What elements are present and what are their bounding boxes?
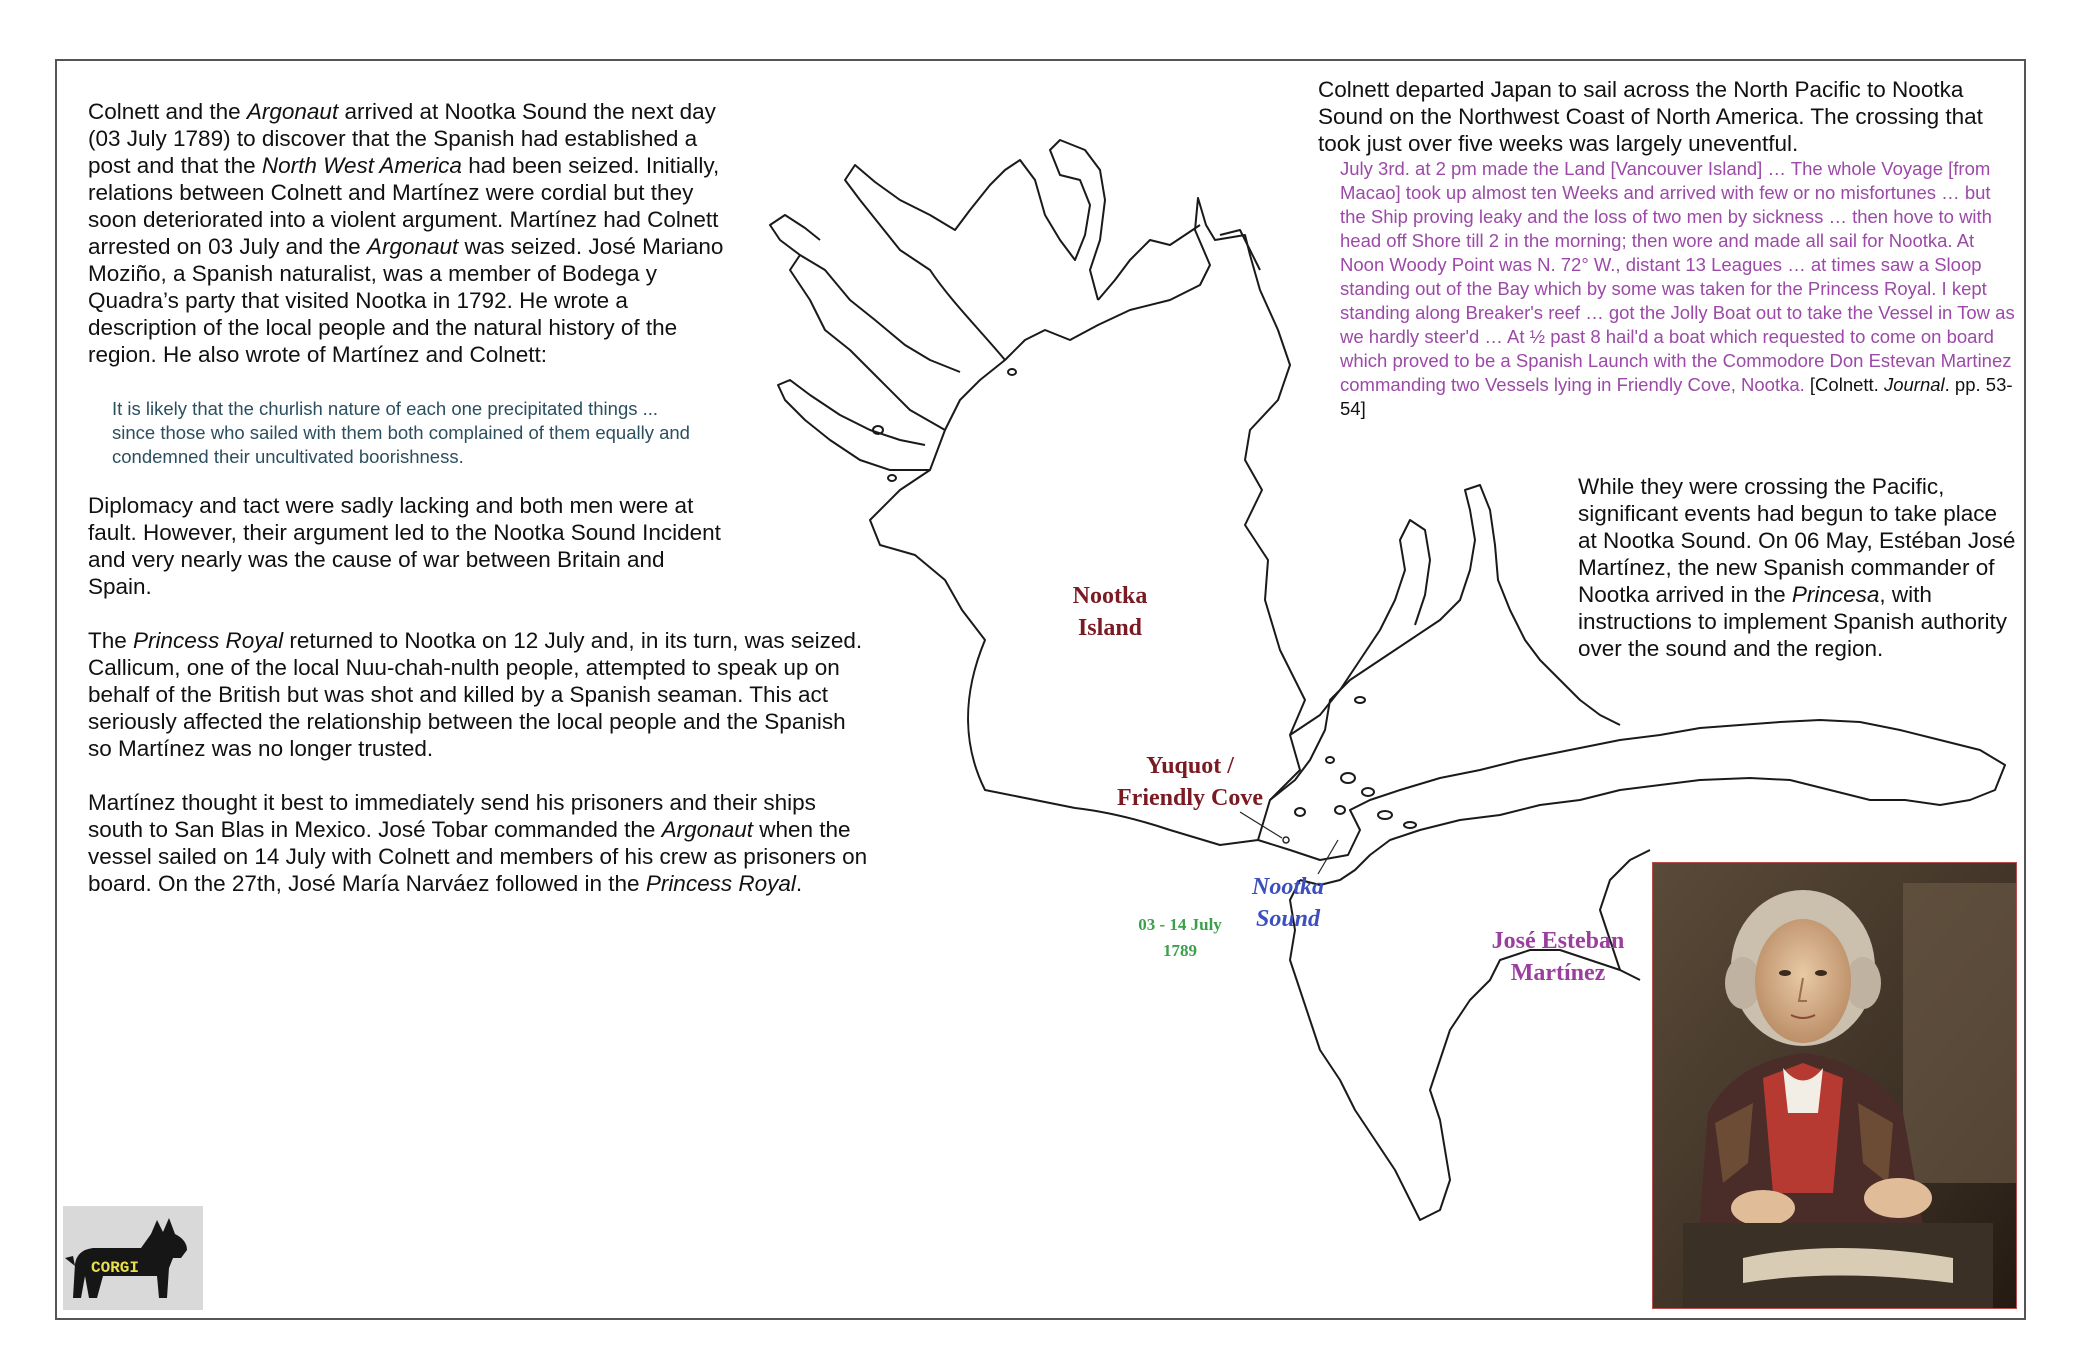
ship-name: Argonaut: [246, 99, 339, 124]
island: [1404, 822, 1416, 828]
island: [1008, 369, 1016, 375]
label-line: Friendly Cove: [1117, 785, 1263, 811]
ship-name: North West America: [261, 153, 462, 178]
island: [1341, 773, 1355, 783]
text-run: While they were crossing the Pacific, significant events had begun to take place at Nootka Sound. On 06 May, Estéban José Martínez, the new Spanish commander of Nootka arrived in the: [1578, 474, 2016, 607]
journal-quote-text: July 3rd. at 2 pm made the Land [Vancouver Island] … The whole Voyage [from Macao] took up almost ten Weeks and arrived with few or no misfortunes … but the Ship proving leaky and the loss of two men by sickness … then hove to with head off Shore till 2 in the morning; then wore and made all sail for Nootka. At Noon Woody Point was N. 72° W., distant 13 Leagues … at times saw a Sloop standing out of the Bay which by some was taken for the Princess Royal. I kept standing along Breaker's reef … got the Jolly Boat out to take the Vessel in Tow as we hardly steer'd … At ½ past 8 hail'd a boat which requested to come on board which proved to be a Spanish Launch with the Commodore Don Estevan Martinez commanding two Vessels lying in Friendly Cove, Nootka.: [1340, 158, 2015, 395]
ship-name: Princesa: [1791, 582, 1880, 607]
coastline-far-northwest: [770, 215, 820, 255]
text-run: Martínez thought it best to immediately send his prisoners and their ships south to San Blas in Mexico. José Tobar commanded the: [88, 790, 816, 842]
label-line: Sound: [1255, 906, 1321, 932]
label-line: Nootka: [1072, 583, 1148, 609]
island: [888, 475, 896, 481]
text-run: arrived at Nootka Sound the next day (03 July 1789) to discover that the Spanish had established a post and that the: [88, 99, 716, 178]
label-line: Island: [1077, 615, 1143, 641]
label-portrait-name: [1478, 925, 1638, 989]
label-line: Martínez: [1510, 960, 1606, 986]
label-yuquot-friendly-cove: [1100, 750, 1280, 814]
text-run: returned to Nootka on 12 July and, in its turn, was seized. Callicum, one of the local Nuu-chah-nulth people, attempted to speak up on behalf of the British but was shot and killed by a Spanish seaman. This act seriously affected the relationship between the local people and the Spanish so Martínez was no longer trusted.: [88, 628, 863, 761]
island: [1326, 757, 1334, 763]
coastline-nootka-island: [870, 198, 1305, 845]
right-intro: Colnett departed Japan to sail across the North Pacific to Nootka Sound on the Northwest Coast of North America. The crossing that took just over five weeks was largely uneventful.: [1318, 77, 1983, 156]
label-line: Yuquot /: [1146, 753, 1234, 779]
text-run: .: [795, 871, 803, 896]
friendly-cove-marker: [1283, 837, 1289, 843]
text-run: had been seized. Initially, relations between Colnett and Martínez were cordial but they soon deteriorated into a violent argument. Martínez had Colnett arrested on 03 July and the: [88, 153, 720, 259]
coastline-northwest-arm: [790, 255, 960, 430]
label-nootka-island: [1040, 580, 1180, 644]
citation-title: Journal: [1883, 374, 1945, 395]
coastline-northeast-arm: [1270, 485, 1620, 800]
pointer-friendly-cove: [1240, 812, 1282, 838]
martinez-portrait: [1652, 862, 2017, 1309]
island: [1378, 811, 1392, 819]
island: [1362, 788, 1374, 796]
label-arrival-dates: [1120, 912, 1240, 964]
ship-name: Argonaut: [661, 817, 753, 842]
text-run: when the vessel sailed on 14 July with Colnett and members of his crew as prisoners on board. On the 27th, José María Narváez followed in the: [88, 817, 868, 896]
ship-name: Argonaut: [366, 234, 459, 259]
label-line: José Esteban: [1491, 928, 1625, 954]
island: [1355, 697, 1365, 703]
citation: . pp. 53-54]: [1340, 374, 2013, 419]
mozino-quote: It is likely that the churlish nature of each one precipitated things ... since those who sailed with them both complained of them equally and condemned their uncultivated boorishness.: [112, 398, 690, 467]
text-run: Colnett and the: [88, 99, 247, 124]
citation: [Colnett.: [1804, 374, 1884, 395]
label-nootka-sound: [1228, 871, 1348, 935]
left-paragraph-2: Diplomacy and tact were sadly lacking and both men were at fault. However, their argument led to the Nootka Sound Incident and very nearly was the cause of war between Britain and Spain.: [88, 493, 721, 599]
ship-name: Princess Royal: [133, 628, 284, 653]
corgi-logo: [63, 1206, 203, 1310]
label-line: 1789: [1163, 941, 1197, 960]
island: [1335, 806, 1345, 814]
island: [1295, 808, 1305, 816]
label-line: Nootka: [1252, 874, 1324, 900]
coastline-west-arm: [778, 380, 930, 470]
text-run: , with instructions to implement Spanish authority over the sound and the region.: [1578, 582, 2007, 661]
label-line: 03 - 14 July: [1138, 915, 1222, 934]
text-run: was seized. José Mariano Moziño, a Spanish naturalist, was a member of Bodega y Quadra’s party that visited Nootka in 1792. He wrote a description of the local people and the natural history of the region. He also wrote of Martínez and Colnett:: [88, 234, 724, 367]
logo-text: CORGI: [91, 1259, 140, 1277]
text-run: The: [88, 628, 134, 653]
ship-name: Princess Royal: [645, 871, 796, 896]
